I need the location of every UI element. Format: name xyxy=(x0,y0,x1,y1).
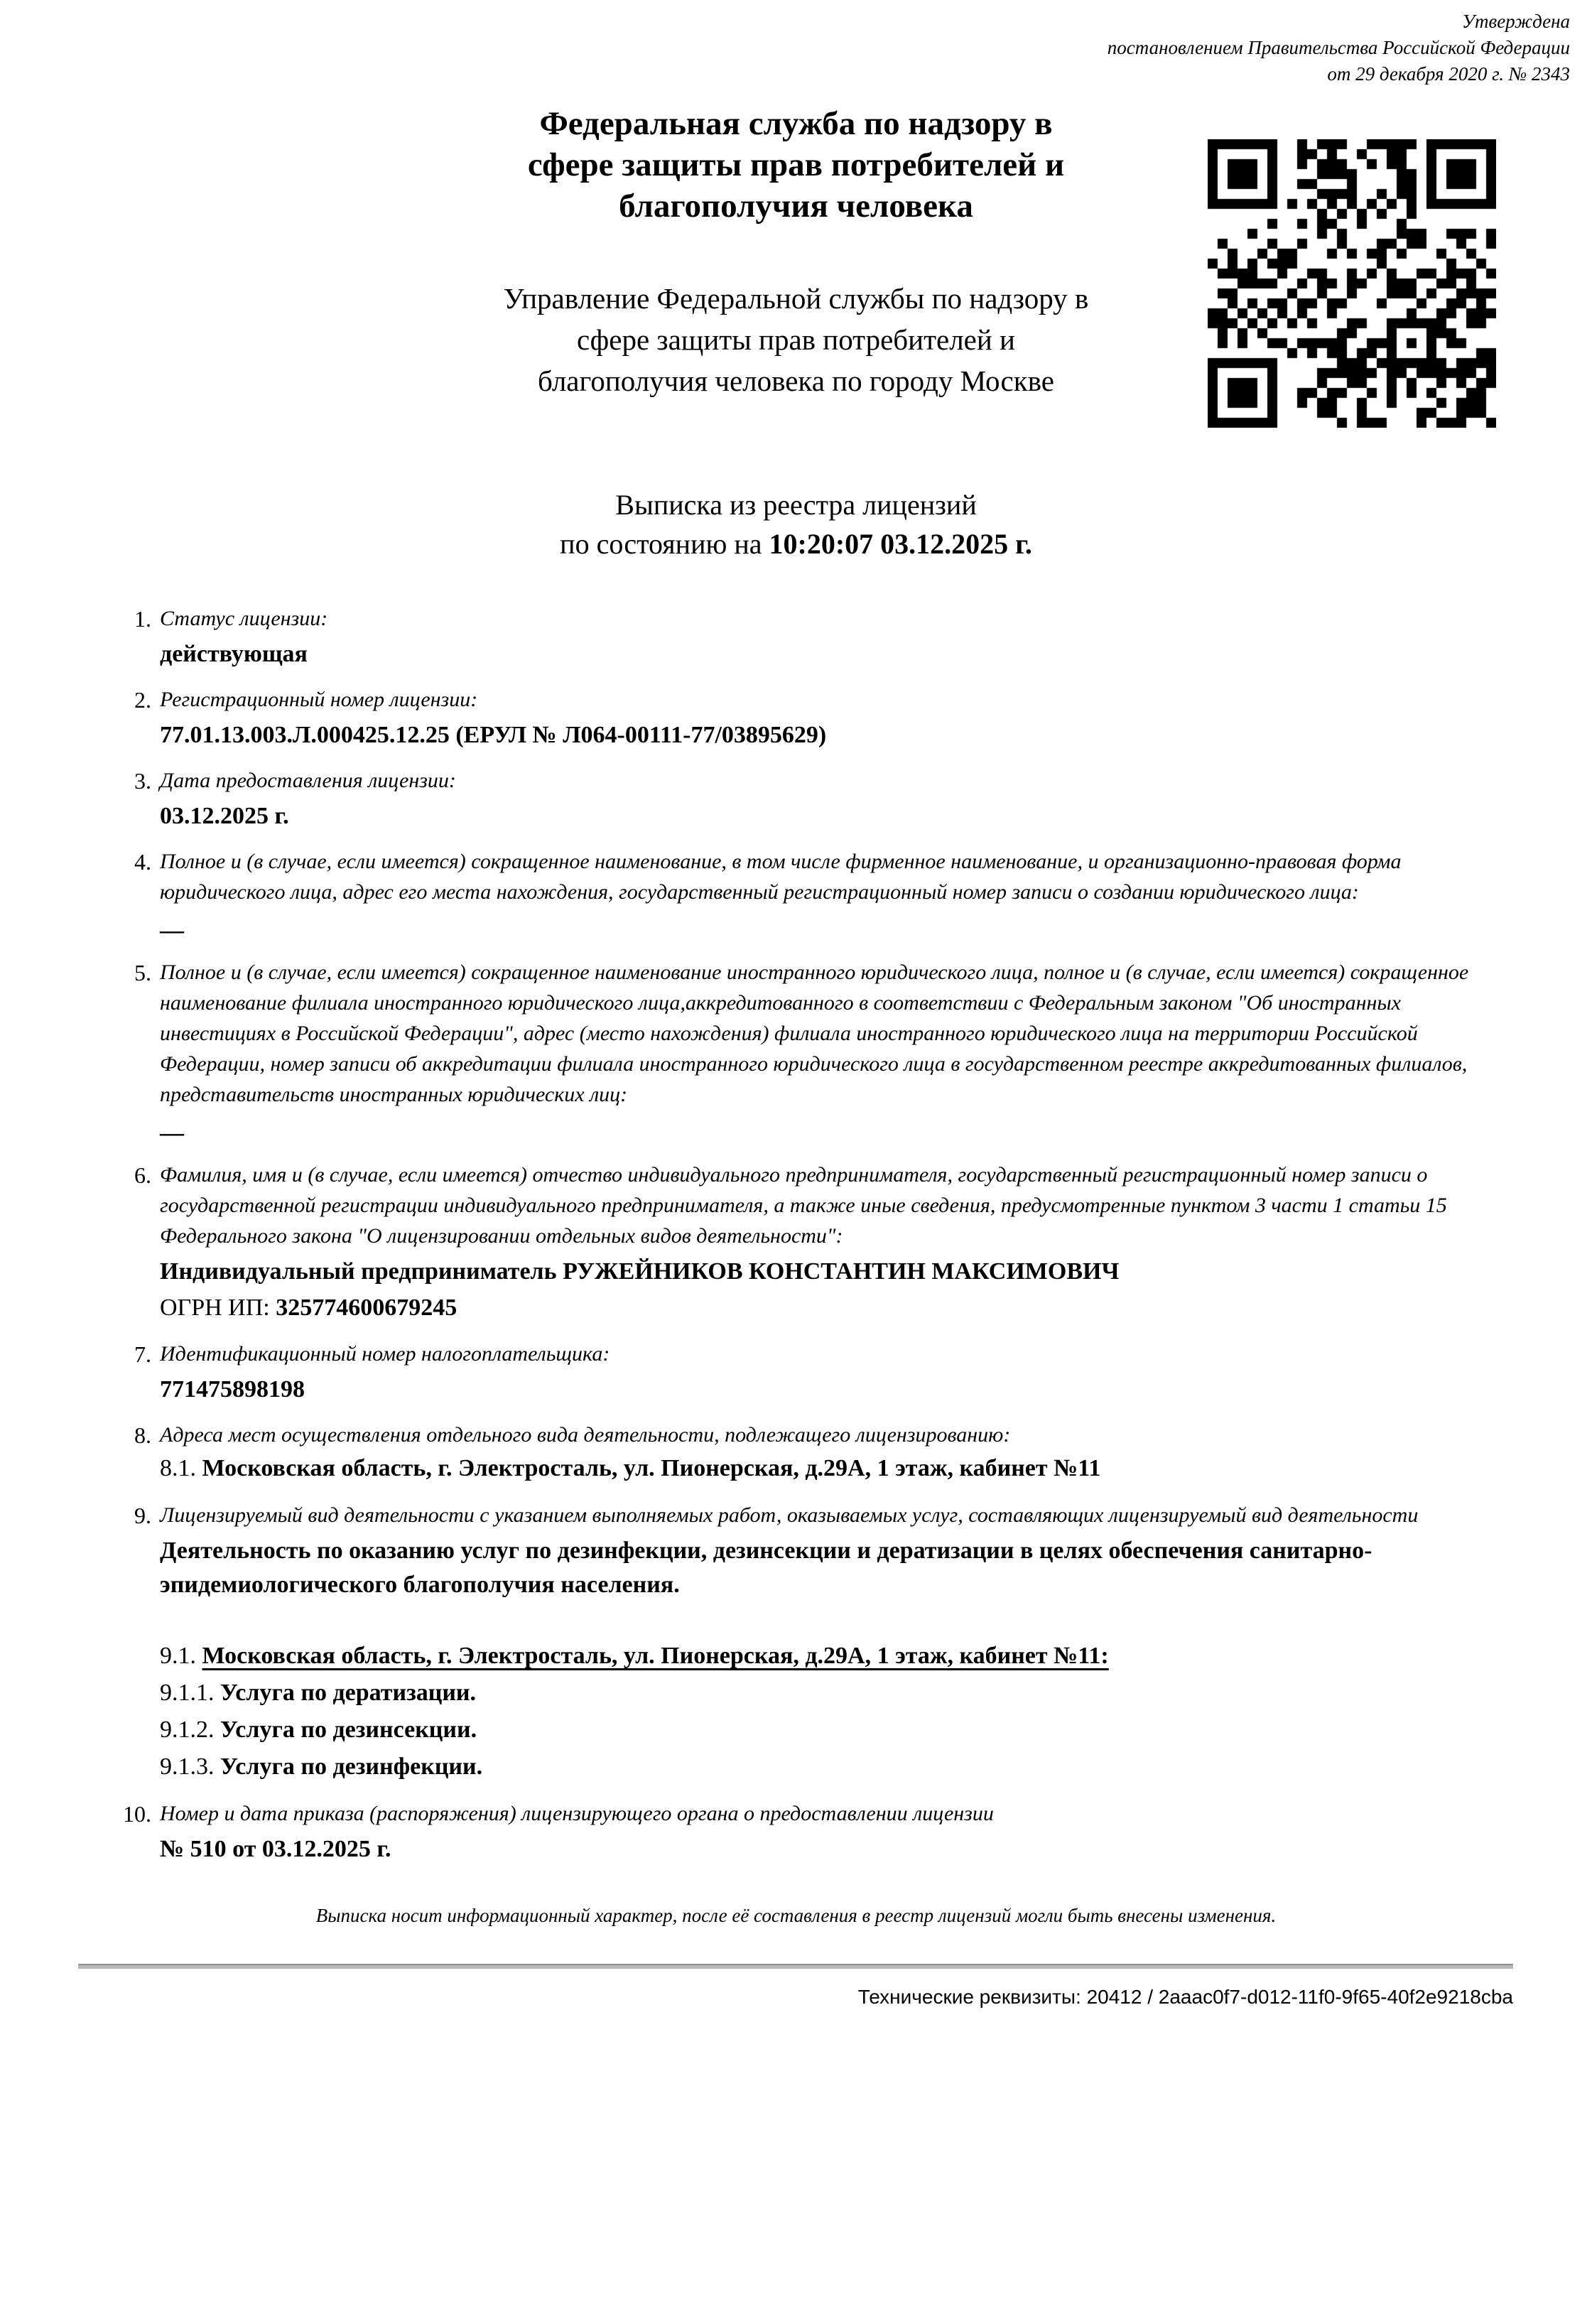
item-number: 5. xyxy=(134,960,151,985)
item-number: 2. xyxy=(134,687,151,713)
address-value: Московская область, г. Электросталь, ул. Пионерская, д.29А, 1 этаж, кабинет №11 xyxy=(202,1455,1101,1481)
item-inn xyxy=(134,1339,1500,1407)
order-value: № 510 от 03.12.2025 г. xyxy=(160,1836,391,1862)
extract-as-of-line xyxy=(0,524,1592,563)
empty-value-dash: — xyxy=(160,1120,184,1146)
ogrn-label: ОГРН ИП: xyxy=(160,1295,270,1321)
item-label: Адреса мест осуществления отдельного вида деятельности, подлежащего лицензированию: xyxy=(160,1423,1011,1447)
item-number: 1. xyxy=(134,606,151,632)
item-label: Номер и дата приказа (распоряжения) лицензирующего органа о предоставлении лицензии xyxy=(160,1802,994,1825)
item-licensed-activity xyxy=(134,1500,1500,1785)
service-9-1-3 xyxy=(160,1749,1500,1785)
sub-item-number: 9.1.2. xyxy=(160,1717,215,1743)
service-label: Услуга по дезинфекции. xyxy=(220,1753,483,1780)
extract-heading xyxy=(0,485,1592,563)
item-number: 8. xyxy=(134,1422,151,1448)
item-number: 7. xyxy=(134,1341,151,1367)
item-number: 3. xyxy=(134,768,151,794)
ogrn-value: 325774600679245 xyxy=(276,1295,457,1321)
technical-requisites: Технические реквизиты: 20412 / 2aaac0f7-d012-11f0-9f65-40f2e9218cba xyxy=(857,1986,1513,2008)
service-label: Услуга по дезинсекции. xyxy=(220,1717,477,1743)
approval-line-1: Утверждена xyxy=(1461,11,1570,32)
item-number: 9. xyxy=(134,1503,151,1528)
empty-value-dash: — xyxy=(160,917,184,944)
item-activity-addresses xyxy=(134,1420,1500,1487)
item-value: 03.12.2025 г. xyxy=(160,803,289,829)
address-8-1 xyxy=(160,1450,1500,1487)
sub-item-number: 8.1. xyxy=(160,1455,196,1481)
item-grant-date xyxy=(134,765,1500,833)
divider xyxy=(78,1964,1513,1969)
agency-title-line-2: сфере защиты прав потребителей и xyxy=(527,146,1065,183)
department-line-1: Управление Федеральной службы по надзору в xyxy=(503,282,1089,315)
qr-code xyxy=(1208,139,1496,428)
agency-title-line-3: благополучия человека xyxy=(619,188,973,225)
sub-item-number: 9.1.3. xyxy=(160,1753,215,1780)
entrepreneur-name: Индивидуальный предприниматель РУЖЕЙНИКОВ КОНСТАНТИН МАКСИМОВИЧ xyxy=(160,1258,1120,1285)
item-legal-entity-name xyxy=(134,846,1500,944)
item-number: 6. xyxy=(134,1162,151,1188)
item-number: 10. xyxy=(123,1801,151,1827)
sub-item-number: 9.1.1. xyxy=(160,1680,215,1706)
address-value-underlined: Московская область, г. Электросталь, ул. Пионерская, д.29А, 1 этаж, кабинет №11: xyxy=(202,1643,1109,1669)
item-foreign-entity xyxy=(134,957,1500,1147)
address-9-1 xyxy=(160,1638,1500,1675)
agency-title-line-1: Федеральная служба по надзору в xyxy=(539,105,1053,142)
activity-description: Деятельность по оказанию услуг по дезинфекции, дезинсекции и дератизации в целях обеспечения санитарно-эпидемиологического благополучия населения. xyxy=(160,1537,1372,1598)
item-label: Идентификационный номер налогоплательщика: xyxy=(160,1342,610,1366)
item-license-status xyxy=(134,603,1500,671)
item-value: 77.01.13.003.Л.000425.12.25 (ЕРУЛ № Л064-00111-77/03895629) xyxy=(160,722,827,748)
department-line-2: сфере защиты прав потребителей и xyxy=(576,323,1015,356)
item-label: Лицензируемый вид деятельности с указанием выполняемых работ, оказываемых услуг, составляющих лицензируемый вид деятельности xyxy=(160,1503,1419,1527)
item-label: Статус лицензии: xyxy=(160,607,328,630)
approval-stamp xyxy=(0,0,1592,87)
inn-value: 771475898198 xyxy=(160,1376,305,1402)
item-number: 4. xyxy=(134,849,151,875)
item-label: Фамилия, имя и (в случае, если имеется) отчество индивидуального предпринимателя, государственный регистрационный номер записи о государственной регистрации индивидуального предпринимателя, а также иные сведения, предусмотренные пунктом 3 части 1 статьи 15 Федерального закона "О лицензировании отдельных видов деятельности": xyxy=(160,1163,1447,1248)
ogrn-line xyxy=(160,1290,1500,1326)
extract-title: Выписка из реестра лицензий xyxy=(615,489,977,521)
as-of-prefix: по состоянию на xyxy=(560,528,762,560)
department-line-3: благополучия человека по городу Москве xyxy=(538,364,1054,397)
service-9-1-2 xyxy=(160,1712,1500,1749)
item-label: Полное и (в случае, если имеется) сокращенное наименование иностранного юридического лица, полное и (в случае, если имеется) сокращенное наименование филиала иностранного юридического лица,аккредитованного в соответствии с Федеральным законом "Об иностранных инвестициях в Российской Федерации", адрес (место нахождения) филиала иностранного юридического лица на территории Российской Федерации, номер записи об аккредитации филиала иностранного юридического лица в государственном реестре аккредитованных филиалов, представительств иностранных юридических лиц: xyxy=(160,961,1469,1106)
item-entrepreneur xyxy=(134,1160,1500,1326)
item-label: Дата предоставления лицензии: xyxy=(160,769,456,792)
as-of-datetime: 10:20:07 03.12.2025 г. xyxy=(769,528,1032,560)
service-label: Услуга по дератизации. xyxy=(220,1680,477,1706)
service-9-1-1 xyxy=(160,1675,1500,1712)
approval-line-3: от 29 декабря 2020 г. № 2343 xyxy=(1327,63,1570,85)
item-value: действующая xyxy=(160,641,308,667)
item-order-number xyxy=(123,1798,1500,1866)
item-label: Полное и (в случае, если имеется) сокращенное наименование, в том числе фирменное наименование, и организационно-правовая форма юридического лица, адрес его места нахождения, государственный регистрационный номер записи о создании юридического лица: xyxy=(160,850,1402,904)
informational-note: Выписка носит информационный характер, после её составления в реестр лицензий могли быть внесены изменения. xyxy=(315,1905,1277,1926)
item-registration-number xyxy=(134,684,1500,752)
item-label: Регистрационный номер лицензии: xyxy=(160,688,478,711)
sub-item-number: 9.1. xyxy=(160,1643,196,1669)
approval-line-2: постановлением Правительства Российской Федерации xyxy=(1107,37,1570,58)
items-list xyxy=(0,603,1592,1866)
